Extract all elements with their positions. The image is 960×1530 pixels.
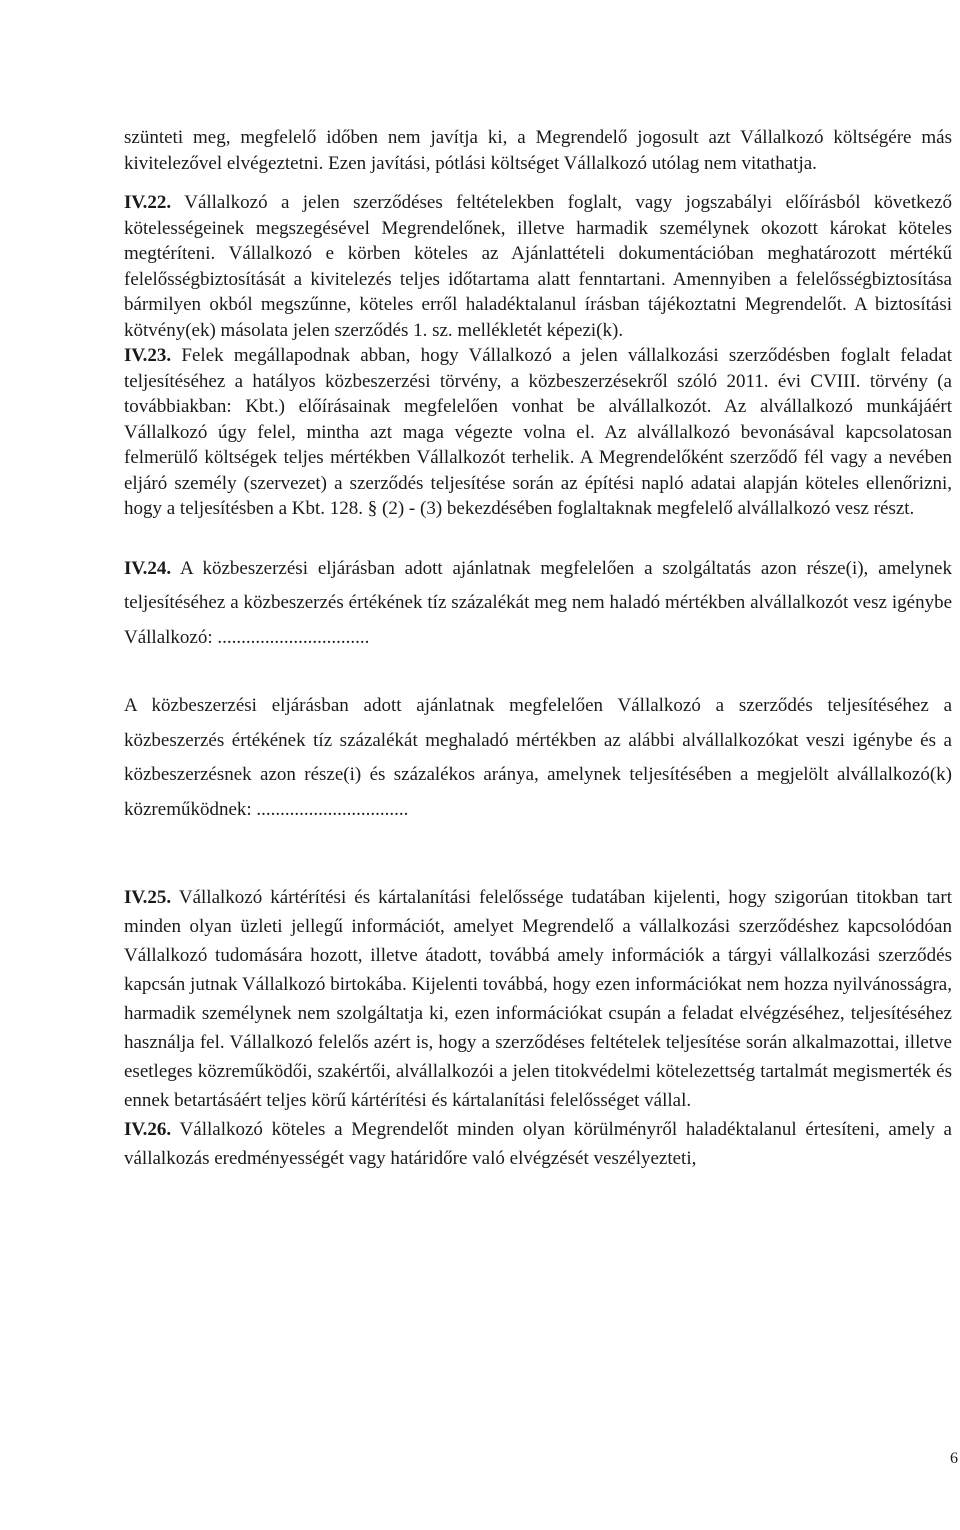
paragraph-iv-26 (124, 1115, 952, 1173)
page-number: 6 (950, 1450, 958, 1467)
paragraph-number: IV.25. (124, 887, 172, 908)
document-page (124, 125, 952, 1173)
paragraph-continuation (124, 125, 952, 176)
paragraph-text: Felek megállapodnak abban, hogy Vállalkozó a jelen vállalkozási szerződésben foglalt feladat teljesítéséhez a hatályos közbeszerzési törvény, a közbeszerzésekről szóló 2011. évi CVIII. törvény (a továbbiakban: Kbt.) előírásainak megfelelően vonhat be alvállalkozót. Az alvállalkozó munkájáért Vállalkozó úgy felel, mintha azt maga végezte volna el. Az alvállalkozó bevonásával kapcsolatosan felmerülő költségek teljes mértékben Vállalkozót terhelik. A Megrendelőként szerződő fél vagy a nevében eljáró személy (szervezet) a szerződés teljesítése során az építési napló adatai alapján köteles ellenőrizni, hogy a teljesítésben a Kbt. 128. § (2) - (3) bekezdésében foglaltaknak megfelelő alvállalkozó vesz részt. (124, 345, 952, 519)
paragraph-subcontractors (124, 689, 952, 827)
paragraph-text: A közbeszerzési eljárásban adott ajánlatnak megfelelően Vállalkozó a szerződés teljesítéséhez a közbeszerzés értékének tíz százalékát meghaladó mértékben az alábbi alvállalkozókat veszi igénybe és a közbeszerzésnek azon része(i) és százalékos aránya, amelynek teljesítésében a megjelölt alvállalkozó(k) közreműködnek: ................................ (124, 695, 952, 820)
paragraph-text: A közbeszerzési eljárásban adott ajánlatnak megfelelően a szolgáltatás azon része(i), amelynek teljesítéséhez a közbeszerzés értékének tíz százalékát meg nem haladó mértékben alvállalkozót vesz igénybe Vállalkozó: ................................ (124, 557, 952, 648)
paragraph-text: Vállalkozó köteles a Megrendelőt minden olyan körülményről haladéktalanul értesíteni, amely a vállalkozás eredményességét vagy határidőre való elvégzését veszélyezteti, (124, 1119, 952, 1169)
paragraph-number: IV.23. (124, 345, 172, 366)
paragraph-iv-24 (124, 552, 952, 656)
paragraph-iv-23 (124, 343, 952, 522)
paragraph-number: IV.22. (124, 192, 172, 213)
paragraph-text: szünteti meg, megfelelő időben nem javítja ki, a Megrendelő jogosult azt Vállalkozó költségére más kivitelezővel elvégeztetni. Ezen javítási, pótlási költséget Vállalkozó utólag nem vitathatja. (124, 127, 952, 174)
paragraph-iv-25 (124, 883, 952, 1115)
paragraph-number: IV.24. (124, 557, 172, 579)
paragraph-number: IV.26. (124, 1119, 172, 1140)
paragraph-text: Vállalkozó a jelen szerződéses feltételekben foglalt, vagy jogszabályi előírásból következő kötelességeinek megszegésével Megrendelőnek, illetve harmadik személynek okozott károkat köteles megtéríteni. Vállalkozó e körben köteles az Ajánlattételi dokumentációban meghatározott mértékű felelősségbiztosítását a kivitelezés teljes időtartama alatt fenntartani. Amennyiben a felelősségbiztosítása bármilyen okból megszűnne, köteles erről haladéktalanul írásban tájékoztatni Megrendelőt. A biztosítási kötvény(ek) másolata jelen szerződés 1. sz. mellékletét képezi(k). (124, 192, 952, 341)
paragraph-text: Vállalkozó kártérítési és kártalanítási felelőssége tudatában kijelenti, hogy szigorúan titokban tart minden olyan üzleti jellegű információt, amelyet Megrendelő a vállalkozási szerződéshez kapcsolódóan Vállalkozó tudomására hozott, illetve átadott, továbbá amely információk a tárgyi vállalkozási szerződés kapcsán jutnak Vállalkozó birtokába. Kijelenti továbbá, hogy ezen információkat nem hozza nyilvánosságra, harmadik személynek nem szolgáltatja ki, ezen információkat csupán a feladat elvégzéséhez, teljesítéséhez használja fel. Vállalkozó felelős azért is, hogy a szerződéses feltételek teljesítése során alkalmazottai, illetve esetleges közreműködői, szakértői, alvállalkozói a jelen titokvédelmi kötelezettség tartalmát megismerték és ennek betartásáért teljes körű kártérítési és kártalanítási felelősséget vállal. (124, 887, 952, 1111)
paragraph-iv-22 (124, 190, 952, 343)
